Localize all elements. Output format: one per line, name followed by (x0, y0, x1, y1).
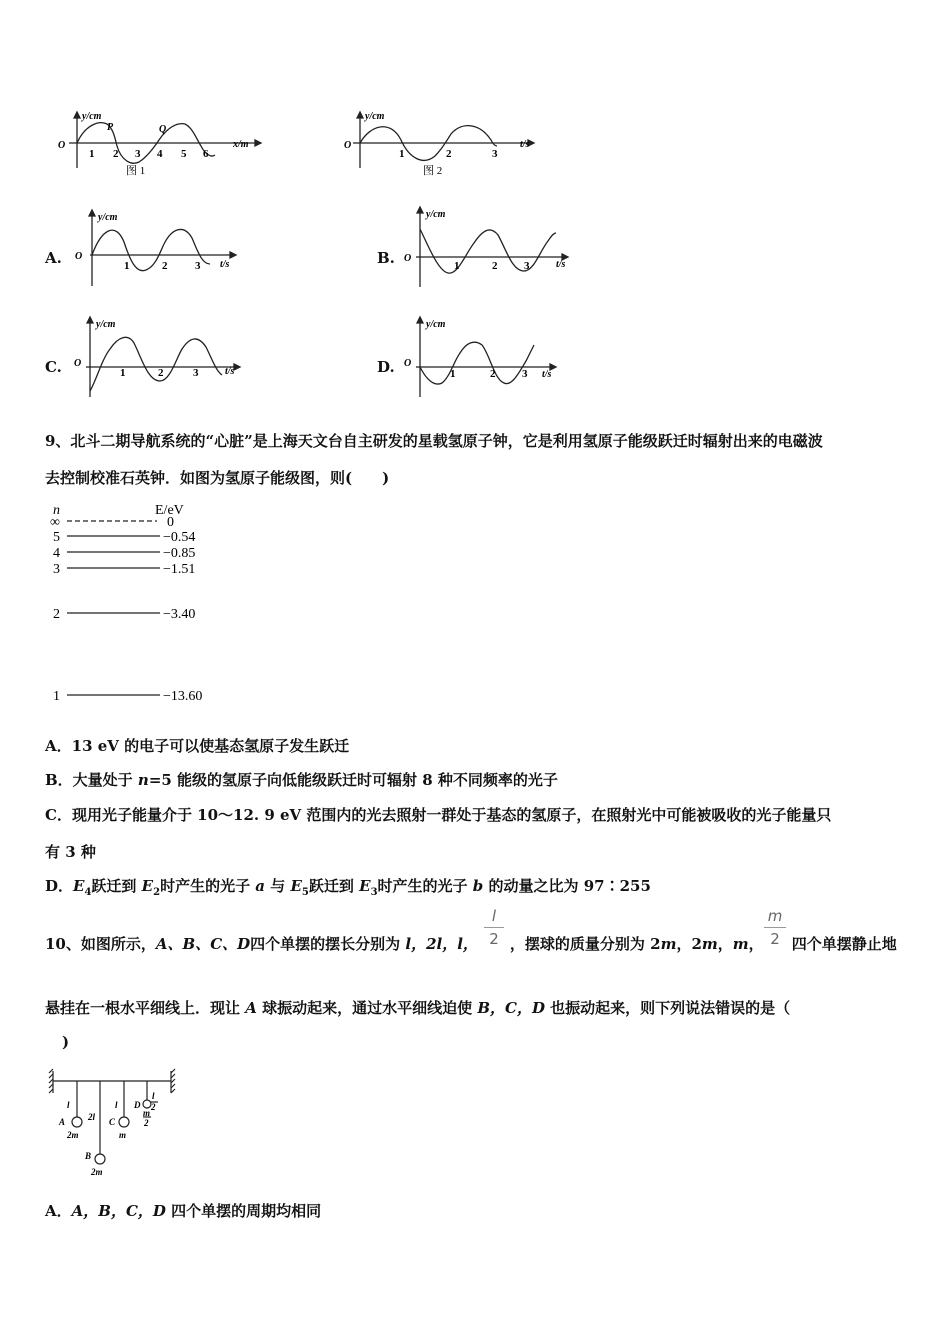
figure-2-wave (343, 110, 543, 180)
level-energy: −0.54 (163, 530, 196, 545)
frac-bar (484, 927, 504, 928)
c-name-label: C (109, 1117, 116, 1127)
tick-label: 2 (492, 260, 498, 272)
pendulum-c-bob (119, 1117, 129, 1127)
q9-d-sub: 3 (370, 887, 378, 898)
tick-label: 2 (158, 367, 164, 379)
tick-label: 1 (120, 367, 126, 379)
q10-var-m: m (701, 935, 718, 953)
tick-label: 3 (492, 148, 498, 160)
q10-text: 四个单摆静止地 (791, 935, 897, 953)
level-n: 5 (53, 530, 60, 545)
y-axis-arrow (357, 112, 363, 118)
q9-d-text: 跃迁到 (308, 877, 360, 895)
d-length-num: l (152, 1091, 155, 1101)
q10-text: ，摆球的质量分别为 2 (509, 935, 661, 953)
tick-label: 2 (113, 148, 119, 160)
pendulum-b-bob (95, 1154, 105, 1164)
b-name-label: B (85, 1151, 92, 1161)
y-axis-arrow (74, 112, 80, 118)
option-c-label: C. (45, 358, 62, 376)
q9-stem-line1: 9、北斗二期导航系统的“心脏”是上海天文台自主研发的星载氢原子钟，它是利用氢原子能级跃迁时辐射出来的电磁波 (45, 432, 823, 450)
energy-level-diagram (45, 500, 225, 710)
tick-label: 2 (162, 260, 168, 272)
point-p-label: P (107, 122, 114, 133)
x-axis-label: t/s (556, 259, 566, 270)
d-mass-num: m (143, 1108, 151, 1118)
q9-option-b-var: n (137, 771, 149, 789)
q10-var: A (245, 999, 257, 1017)
tick-label: 1 (450, 368, 456, 380)
pendulum-a-bob (72, 1117, 82, 1127)
tick-label: 3 (193, 367, 199, 379)
c-length-label: l (115, 1100, 118, 1110)
q9-option-b-post: =5 能级的氢原子向低能级跃迁时可辐射 8 种不同频率的光子 (148, 771, 558, 789)
origin-label: O (74, 358, 82, 369)
a-length-label: l (67, 1100, 70, 1110)
origin-label: O (58, 140, 66, 151)
tick-label: 5 (181, 148, 187, 160)
tick-label: 2 (446, 148, 452, 160)
a-name-label: A (59, 1117, 66, 1127)
fraction-l-over-2 (484, 907, 504, 948)
q10-option-a-post: 四个单摆的周期均相同 (165, 1202, 322, 1220)
origin-label: O (344, 140, 352, 151)
fraction-m-over-2 (764, 907, 786, 948)
y-axis-label: y/cm (98, 212, 118, 223)
option-d-graph (402, 315, 577, 400)
a-mass-label: 2m (67, 1130, 79, 1140)
frac-bar (764, 927, 786, 928)
q9-d-text: 时产生的光子 (377, 877, 473, 895)
figure-caption: 图 1 (126, 165, 146, 177)
option-a-graph (72, 208, 242, 288)
tick-label: 2 (490, 368, 496, 380)
q10-text: 四个单摆的摆长分别为 (250, 935, 406, 953)
option-b-graph (402, 205, 582, 290)
d-length-den: 2 (151, 1102, 156, 1112)
q9-d-a: a (255, 877, 266, 895)
q10-text: 也振动起来，则下列说法错误的是（ (544, 999, 791, 1017)
x-axis-label: t/s (520, 139, 530, 150)
level-n: 3 (53, 562, 60, 577)
q10-text: ， (748, 935, 764, 953)
level-n: 2 (53, 607, 60, 622)
tick-label: 6 (203, 148, 209, 160)
q9-option-b-pre: B．大量处于 (45, 771, 138, 789)
q9-d-text: 的动量之比为 97∶255 (483, 877, 651, 895)
level-n: ∞ (50, 515, 60, 530)
point-q-label: Q (159, 124, 167, 135)
q9-d-e: E (73, 877, 85, 895)
frac-numerator: l (491, 907, 497, 925)
q10-stem-line2 (45, 997, 790, 1018)
level-energy: −0.85 (163, 546, 196, 561)
pendulum-d-bob (143, 1100, 151, 1108)
tick-label: 3 (524, 260, 530, 272)
q10-var-m: m (660, 935, 677, 953)
q10-var-m: m (732, 935, 749, 953)
origin-label: O (404, 358, 412, 369)
q9-d-text: 跃迁到 (91, 877, 142, 895)
b-mass-label: 2m (91, 1167, 103, 1177)
q9-d-text: 与 (265, 877, 291, 895)
option-a-label: A. (45, 249, 62, 267)
tick-label: 1 (89, 148, 95, 160)
level-energy: −1.51 (163, 562, 196, 577)
n-header: n (53, 503, 60, 518)
y-axis-label: y/cm (426, 319, 446, 330)
d-mass-den: 2 (144, 1118, 149, 1128)
level-energy: −13.60 (163, 689, 203, 704)
origin-label: O (404, 253, 412, 264)
q9-option-a: A．13 eV 的电子可以使基态氢原子发生跃迁 (45, 737, 350, 755)
option-d-label: D. (377, 358, 395, 376)
b-length-label: 2l (88, 1112, 96, 1122)
q9-d-b: b (472, 877, 484, 895)
q9-option-d (45, 875, 651, 898)
y-axis-label: y/cm (82, 111, 102, 122)
q9-d-prefix: D． (45, 877, 74, 895)
q10-stem-line3: ) (62, 1033, 70, 1051)
q10-vars: B，C，D (477, 999, 545, 1017)
y-axis-label: y/cm (365, 111, 385, 122)
q10-lengths: l，2l，l， (405, 935, 478, 953)
q10-option-a-pre: A． (45, 1202, 72, 1220)
option-b-label: B. (377, 249, 395, 267)
d-name-label: D (134, 1100, 141, 1110)
q9-d-sub: 2 (153, 887, 161, 898)
figure-1-wave (55, 110, 265, 180)
q9-d-sub: 5 (301, 887, 309, 898)
x-axis-label: t/s (225, 366, 235, 377)
frac-denominator: 2 (489, 930, 499, 948)
x-axis-label: t/s (220, 259, 230, 270)
tick-label: 4 (157, 148, 163, 160)
tick-label: 1 (124, 260, 130, 272)
q10-text: 悬挂在一根水平细线上．现让 (45, 999, 246, 1017)
pendulum-figure (45, 1065, 185, 1180)
tick-label: 1 (399, 148, 405, 160)
c-mass-label: m (119, 1130, 127, 1140)
y-axis-label: y/cm (426, 209, 446, 220)
q9-d-sub: 4 (84, 887, 92, 898)
q10-vars: A、B、C、D (155, 935, 251, 953)
tick-label: 3 (135, 148, 141, 160)
e-header: E/eV (155, 503, 184, 518)
figure-caption: 图 2 (423, 165, 443, 177)
q9-option-b (45, 769, 558, 790)
level-n: 1 (53, 689, 60, 704)
x-axis-arrow (255, 140, 261, 146)
q10-text: 10、如图所示， (45, 935, 156, 953)
q10-text: ， (717, 935, 733, 953)
tick-label: 3 (522, 368, 528, 380)
q9-d-e: E (290, 877, 302, 895)
q9-d-e: E (141, 877, 154, 895)
q9-option-c-line2: 有 3 种 (45, 843, 96, 861)
q9-option-c-line1: C．现用光子能量介于 10～12. 9 eV 范围内的光去照射一群处于基态的氢原子，在照射光中可能被吸收的光子能量只 (45, 806, 832, 824)
frac-numerator: m (767, 907, 783, 925)
tick-label: 1 (454, 260, 460, 272)
q10-text: ，2 (676, 935, 702, 953)
frac-denominator: 2 (770, 930, 780, 948)
tick-label: 3 (195, 260, 201, 272)
y-axis-label: y/cm (96, 319, 116, 330)
origin-label: O (75, 251, 83, 262)
q9-stem-line2: 去控制校准石英钟．如图为氢原子能级图，则( ) (45, 469, 390, 487)
q9-d-text: 时产生的光子 (160, 877, 256, 895)
q10-option-a-vars: A，B，C，D (71, 1202, 166, 1220)
level-energy: 0 (167, 515, 174, 530)
q10-option-a (45, 1200, 321, 1221)
q10-text: 球振动起来，通过水平细线迫使 (256, 999, 478, 1017)
x-axis-label: x/m (233, 139, 249, 150)
level-energy: −3.40 (163, 607, 196, 622)
option-c-graph (72, 315, 247, 400)
x-axis-label: t/s (542, 369, 552, 380)
q9-d-e: E (359, 877, 371, 895)
level-n: 4 (53, 546, 60, 561)
